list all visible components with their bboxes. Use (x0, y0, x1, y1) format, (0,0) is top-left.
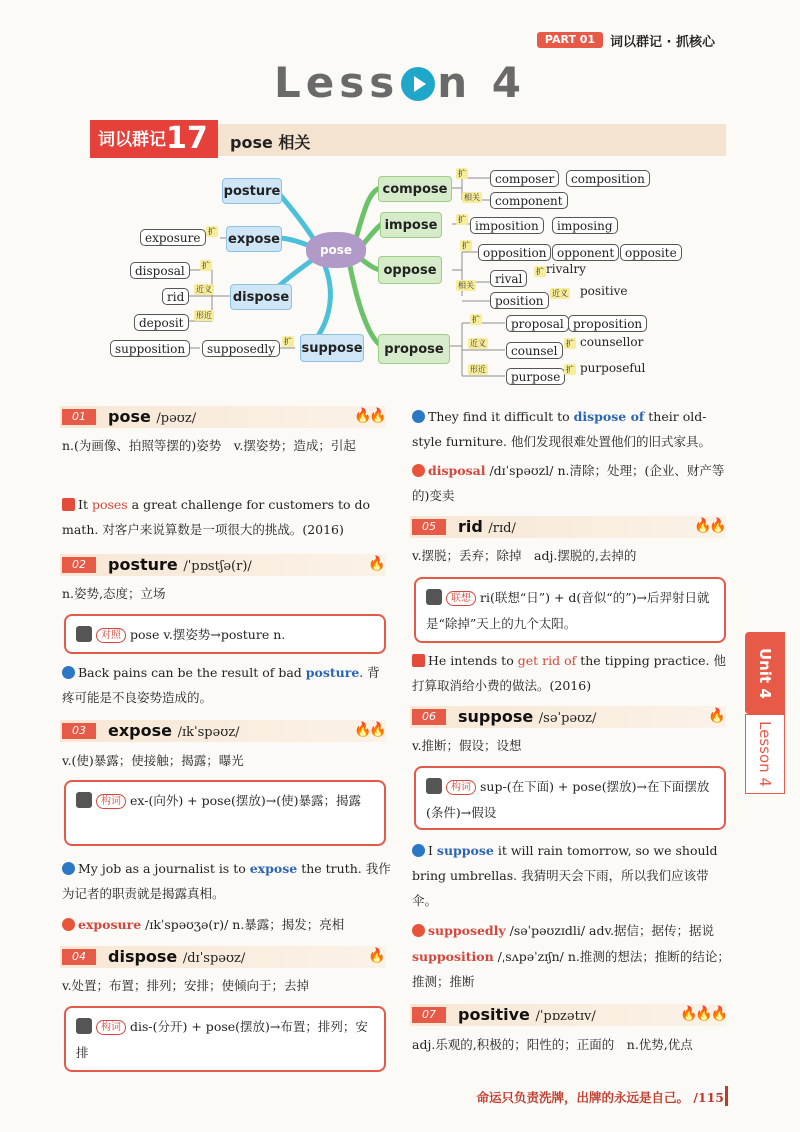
frequency-flame-icon: 🔥🔥🔥 (680, 1006, 727, 1022)
entry-01-pron: /pəʊz/ (156, 411, 197, 426)
entry-02-definition: n.姿势,态度；立场 (62, 586, 166, 601)
word-rivalry: rivalry (546, 262, 586, 276)
tag-kuo: 扩 (566, 339, 574, 348)
extend-icon (412, 924, 425, 937)
entry-03-example-hl: expose (249, 861, 298, 876)
entry-04-example-post: their old-style furniture. 他们发现很难处置他们的旧式家具。 (412, 409, 711, 449)
mind-map (110, 166, 680, 396)
entry-06-example-post: it will rain tomorrow, so we should bring umbrellas. 我猜明天会下雨，所以我们应该带伞。 (412, 843, 718, 908)
entry-05-note-tag: 联想 (446, 591, 476, 606)
entry-01-example-pre: It (78, 497, 92, 512)
extend-icon (412, 464, 425, 477)
tag-xiangguan: 相关 (458, 281, 474, 290)
entry-06-number: 06 (412, 709, 446, 725)
tip-icon (76, 626, 92, 642)
word-counsel: counsel (506, 342, 563, 359)
tag-xiangguan: 相关 (464, 193, 480, 202)
entry-03-extension (62, 912, 392, 937)
play-icon[interactable] (401, 67, 435, 101)
entry-05-example (412, 648, 730, 698)
entry-02-example-hl: posture (305, 665, 360, 680)
entry-06-extension-1-text: /səˈpəʊzɪdli/ adv.据信；据传；据说 (505, 923, 715, 938)
word-opposition: opposition (478, 244, 551, 261)
frequency-flame-icon: 🔥🔥 (694, 518, 725, 534)
entry-04-number: 04 (62, 949, 96, 965)
entry-07-word (458, 1005, 596, 1024)
word-composition: composition (566, 170, 650, 187)
node-oppose: oppose (378, 256, 442, 284)
entry-01-headword: pose (108, 407, 151, 426)
entry-04-definition: v.处置；布置；排列；安排；使倾向于；去掉 (62, 978, 310, 993)
entry-03-extension-word: exposure (78, 917, 142, 932)
lesson-title (0, 58, 800, 107)
node-suppose: suppose (300, 334, 364, 362)
unit-tab[interactable]: Unit 4 (745, 632, 785, 714)
entry-02-number: 02 (62, 557, 96, 573)
entry-05-definition: v.摆脱；丢弃；除掉 adj.摆脱的,去掉的 (412, 548, 637, 563)
frequency-flame-icon: 🔥🔥 (354, 722, 385, 738)
tag-jinyi: 近义 (470, 339, 486, 348)
entry-05-headword: rid (458, 517, 483, 536)
entry-04-note (64, 1006, 386, 1072)
word-deposit: deposit (134, 314, 189, 331)
frequency-flame-icon: 🔥 (368, 948, 384, 964)
entry-03-example-post: the truth. 我作为记者的职责就是揭露真相。 (62, 861, 391, 901)
tag-jinyi: 近义 (196, 285, 212, 294)
entry-01-example-hl: poses (91, 497, 128, 512)
word-supposedly: supposedly (202, 340, 280, 357)
frequency-flame-icon: 🔥 (368, 556, 384, 572)
node-expose: expose (226, 226, 282, 252)
entry-04-word (108, 947, 245, 966)
tip-icon (426, 589, 442, 605)
tag-kuo: 扩 (566, 365, 574, 374)
word-opposite: opposite (620, 244, 682, 261)
tag-kuo: 扩 (202, 261, 210, 270)
tag-kuo: 扩 (536, 267, 544, 276)
group-topic: pose 相关 (230, 133, 311, 152)
entry-07-number: 07 (412, 1007, 446, 1023)
node-impose: impose (380, 212, 442, 238)
entry-04-headword: dispose (108, 947, 178, 966)
entry-05-example-pre: He intends to (428, 653, 518, 668)
node-compose: compose (378, 176, 452, 202)
group-badge-text: 词以群记 (98, 130, 166, 150)
word-imposition: imposition (470, 217, 544, 234)
word-composer: composer (490, 170, 559, 187)
entry-04-extension (412, 458, 730, 508)
entry-02-note (64, 614, 386, 654)
example-icon (412, 410, 425, 423)
entry-06-note (414, 766, 726, 830)
word-imposing: imposing (552, 217, 618, 234)
entry-04-example-pre: They find it difficult to (428, 409, 574, 424)
entry-06-example (412, 838, 730, 913)
entry-02-example (62, 660, 392, 710)
word-supposition: supposition (110, 340, 190, 357)
entry-03-note-tag: 构词 (96, 794, 126, 809)
entry-05-note (414, 577, 726, 643)
entry-06-word (458, 707, 596, 726)
word-position: position (490, 292, 549, 309)
word-disposal: disposal (130, 262, 190, 279)
tag-jinyi: 近义 (552, 289, 568, 298)
entry-04-note-text: dis-(分开) + pose(摆放)→布置；排列；安排 (76, 1019, 368, 1060)
extend-icon (62, 918, 75, 931)
part-title: 词以群记 · 抓核心 (610, 35, 715, 50)
tag-xingjin: 形近 (470, 365, 486, 374)
node-dispose: dispose (230, 284, 292, 310)
word-rid: rid (162, 288, 189, 305)
footer-bar (725, 1086, 728, 1106)
entry-02-example-post: . 背疼可能是不良姿势造成的。 (62, 665, 380, 705)
entry-02-example-pre: Back pains can be the result of bad (78, 665, 306, 680)
footer-motto (476, 1088, 724, 1106)
entry-06-extension-1-word: supposedly (428, 923, 506, 938)
entry-02-pron: /ˈpɒstʃə(r)/ (183, 559, 252, 574)
entry-06-example-hl: suppose (436, 843, 494, 858)
entry-06-extension-2 (412, 944, 730, 994)
word-rival: rival (490, 270, 527, 287)
entry-04-extension-text: /dɪˈspəʊzl/ n.清除；处理；(企业、财产等的)变卖 (412, 463, 725, 503)
entry-02-word (108, 555, 252, 574)
exam-icon (62, 498, 75, 511)
tag-kuo: 扩 (458, 169, 466, 178)
lesson-title-post: n 4 (437, 58, 526, 107)
entry-02-note-tag: 对照 (96, 628, 126, 643)
entry-02-headword: posture (108, 555, 178, 574)
group-badge-number: 17 (166, 121, 208, 156)
entry-03-note (64, 780, 386, 846)
tag-kuo: 扩 (458, 215, 466, 224)
entry-03-example-pre: My job as a journalist is to (78, 861, 250, 876)
page-number: /115 (693, 1090, 724, 1105)
entry-05-example-post: the tipping practice. 他打算取消给小费的做法。(2016) (412, 653, 726, 693)
footer-motto-text: 命运只负责洗牌，出牌的永远是自己。 (476, 1090, 689, 1105)
example-icon (62, 862, 75, 875)
entry-04-example (412, 404, 730, 454)
entry-05-example-hl: get rid of (517, 653, 577, 668)
entry-01-definition: n.(为画像、拍照等摆的)姿势 v.摆姿势；造成；引起 (62, 438, 356, 453)
entry-07-definition: adj.乐观的,积极的；阳性的；正面的 n.优势,优点 (412, 1037, 693, 1052)
word-component: component (490, 192, 568, 209)
entry-03-headword: expose (108, 721, 172, 740)
entry-06-extension-2-text: /ˌsʌpəˈzɪʃn/ n.推测的想法；推断的结论；推测；推断 (412, 949, 730, 989)
word-opponent: opponent (552, 244, 619, 261)
node-propose: propose (378, 334, 450, 364)
entry-05-word (458, 517, 516, 536)
word-proposition: proposition (568, 315, 647, 332)
word-positive: positive (580, 284, 628, 298)
word-purposeful: purposeful (580, 361, 646, 375)
entry-06-example-pre: I (428, 843, 437, 858)
entry-04-pron: /dɪˈspəʊz/ (182, 951, 246, 966)
tag-kuo: 扩 (284, 337, 292, 346)
word-proposal: proposal (506, 315, 569, 332)
entry-05-pron: /rɪd/ (488, 521, 516, 536)
tag-kuo: 扩 (462, 241, 470, 250)
lesson-tab[interactable]: Lesson 4 (745, 714, 785, 794)
node-pose-center: pose (306, 232, 366, 268)
entry-05-note-text: ri(联想“日”) + d(音似“的”)→后羿射日就是“除掉”天上的九个太阳。 (426, 590, 710, 631)
entry-05-number: 05 (412, 519, 446, 535)
tag-kuo: 扩 (208, 227, 216, 236)
entry-06-pron: /səˈpəʊz/ (538, 711, 597, 726)
entry-03-extension-text: /ɪkˈspəʊʒə(r)/ n.暴露；揭发；亮相 (141, 917, 345, 932)
tip-icon (76, 792, 92, 808)
group-badge (90, 120, 218, 158)
tag-xingjin: 形近 (196, 311, 212, 320)
entry-04-extension-word: disposal (428, 463, 486, 478)
entry-06-definition: v.推断；假设；设想 (412, 738, 522, 753)
entry-04-note-tag: 构词 (96, 1020, 126, 1035)
tag-kuo: 扩 (472, 315, 480, 324)
word-exposure: exposure (140, 229, 206, 246)
node-posture: posture (222, 178, 282, 204)
entry-07-headword: positive (458, 1005, 530, 1024)
entry-03-note-text: ex-(向外) + pose(摆放)→(使)暴露；揭露 (130, 793, 361, 808)
entry-03-pron: /ɪkˈspəʊz/ (177, 725, 240, 740)
entry-07-pron: /ˈpɒzətɪv/ (535, 1009, 596, 1024)
entry-03-example (62, 856, 392, 906)
entry-06-headword: suppose (458, 707, 534, 726)
tip-icon (426, 778, 442, 794)
entry-01-number: 01 (62, 409, 96, 425)
entry-06-note-text: sup-(在下面) + pose(摆放)→在下面摆放(条件)→假设 (426, 779, 710, 820)
word-purpose: purpose (506, 368, 565, 385)
entry-04-example-hl: dispose of (573, 409, 645, 424)
tip-icon (76, 1018, 92, 1034)
frequency-flame-icon: 🔥🔥 (354, 408, 385, 424)
frequency-flame-icon: 🔥 (708, 708, 724, 724)
exam-icon (412, 654, 425, 667)
lesson-title-pre: Less (274, 58, 400, 107)
word-counsellor: counsellor (580, 335, 644, 349)
entry-01-example-post: a great challenge for customers to do math. 对客户来说算数是一项很大的挑战。(2016) (62, 497, 371, 537)
example-icon (412, 844, 425, 857)
example-icon (62, 666, 75, 679)
entry-06-note-tag: 构词 (446, 780, 476, 795)
entry-06-extension-1 (412, 918, 730, 943)
entry-06-extension-2-word: supposition (412, 949, 494, 964)
part-tag: PART 01 (537, 32, 603, 48)
entry-01-word (108, 407, 196, 426)
entry-03-word (108, 721, 240, 740)
entry-02-note-text: pose v.摆姿势→posture n. (130, 627, 286, 642)
entry-03-definition: v.(使)暴露；使接触；揭露；曝光 (62, 753, 244, 768)
entry-03-number: 03 (62, 723, 96, 739)
entry-01-example (62, 492, 392, 542)
